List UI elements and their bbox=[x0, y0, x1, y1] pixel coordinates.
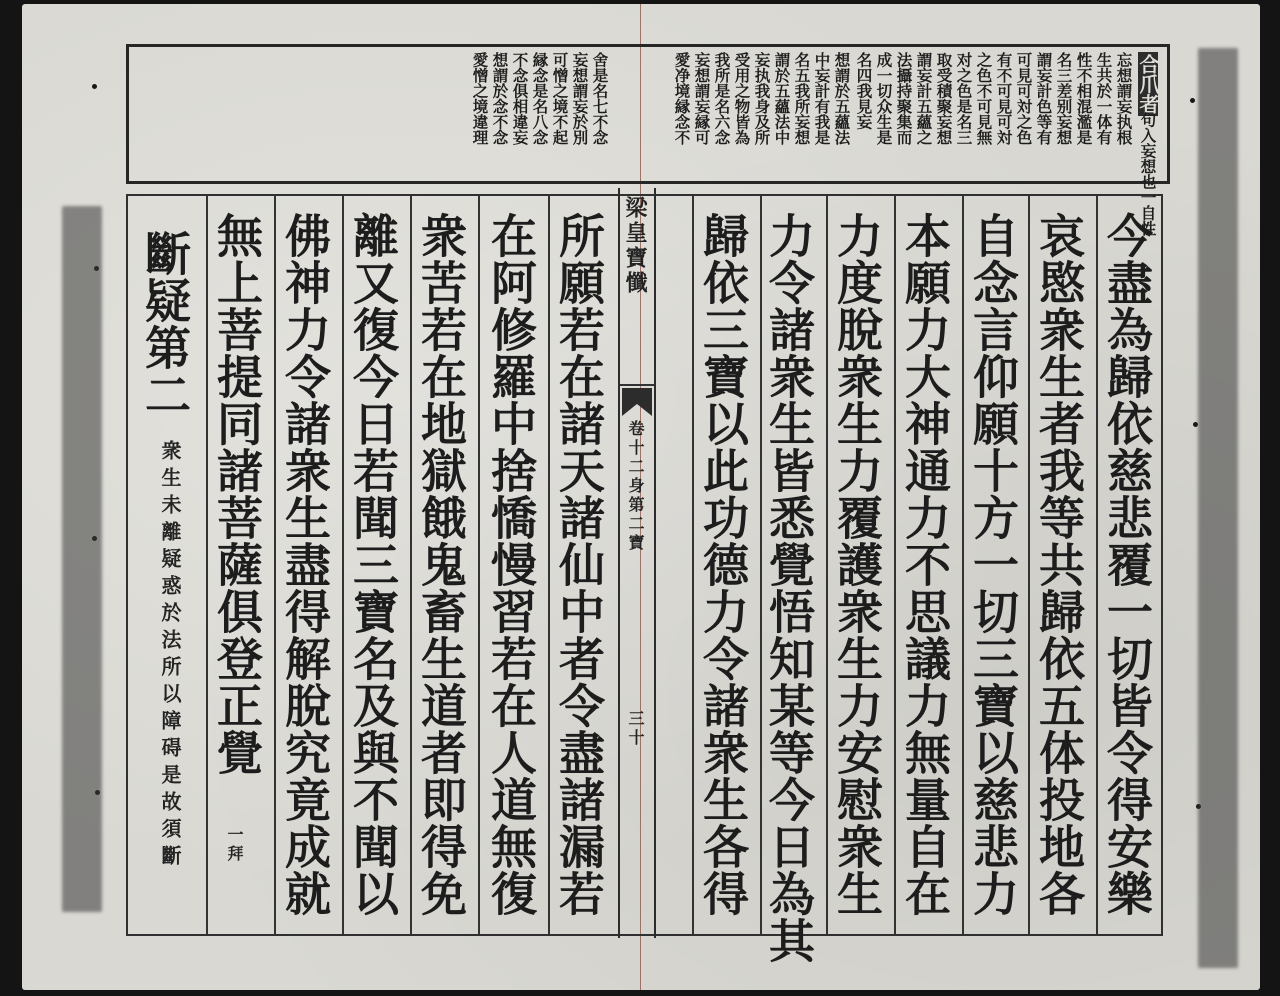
column-rule bbox=[1096, 196, 1098, 934]
commentary-column: 名三差别妄想 bbox=[1054, 52, 1074, 145]
edge-ink-left bbox=[62, 206, 102, 912]
commentary-column: 不念俱相違妄 bbox=[510, 52, 530, 145]
center-page-number: 三十 bbox=[626, 710, 645, 748]
commentary-column: 忘想謂妄执根 bbox=[1114, 52, 1134, 145]
commentary-column: 名四我見妄 bbox=[854, 52, 874, 130]
column-rule bbox=[548, 196, 550, 934]
commentary-column: 愛净境縁念不 bbox=[672, 52, 692, 145]
column-rule bbox=[410, 196, 412, 934]
binding-hole bbox=[92, 84, 97, 89]
commentary-column: 妄想謂妄於別 bbox=[570, 52, 590, 145]
column-rule bbox=[1028, 196, 1030, 934]
commentary-column: 对之色是名三 bbox=[954, 52, 974, 145]
commentary-column: 謂於五蘊法中 bbox=[772, 52, 792, 145]
main-text-column: 無上菩提同諸菩薩俱登正覺 bbox=[210, 212, 264, 776]
column-rule bbox=[274, 196, 276, 934]
column-rule bbox=[478, 196, 480, 934]
main-text-column: 力度脫衆生力覆護衆生力安慰衆生 bbox=[830, 212, 884, 917]
commentary-column: 中妄計有我是 bbox=[812, 52, 832, 145]
main-text-column: 歸依三寶以此功德力令諸衆生各得 bbox=[696, 212, 750, 917]
center-volume: 卷十二身第二寶 bbox=[626, 420, 645, 553]
commentary-title: 合爪者 bbox=[1136, 54, 1160, 114]
commentary-column: 有不可見可対 bbox=[994, 52, 1014, 145]
main-text-column: 離又復今日若聞三寶名及與不聞以 bbox=[346, 212, 400, 917]
main-text-column: 自念言仰願十方一切三寶以慈悲力 bbox=[966, 212, 1020, 917]
commentary-column: 取受積聚妄想 bbox=[934, 52, 954, 145]
main-text-column: 衆苦若在地獄餓鬼畜生道者即得免 bbox=[414, 212, 468, 917]
bow-note: 一拜 bbox=[225, 826, 244, 864]
commentary-column: 之色不可見無 bbox=[974, 52, 994, 145]
column-rule bbox=[206, 196, 208, 934]
commentary-column: 謂妄計色等有 bbox=[1034, 52, 1054, 145]
commentary-column: 可憎之境不起 bbox=[550, 52, 570, 145]
column-rule bbox=[894, 196, 896, 934]
main-text-column: 哀愍衆生者我等共歸依五体投地各 bbox=[1032, 212, 1086, 917]
section-heading: 斷疑第二 bbox=[138, 230, 192, 418]
commentary-column: 句入妄想也一自性 bbox=[1138, 112, 1158, 236]
commentary-column: 舍是名七不念 bbox=[590, 52, 610, 145]
main-text-column: 佛神力令諸衆生盡得解脫究竟成就 bbox=[278, 212, 332, 917]
binding-hole bbox=[1190, 98, 1195, 103]
commentary-column: 性不相混濫是 bbox=[1074, 52, 1094, 145]
commentary-column: 縁念是名八念 bbox=[530, 52, 550, 145]
commentary-column: 我所是名六念 bbox=[712, 52, 732, 145]
main-text-column: 所願若在諸天諸仙中者令盡諸漏若 bbox=[552, 212, 606, 917]
commentary-column: 名五我所妄想 bbox=[792, 52, 812, 145]
edge-ink-right bbox=[1198, 48, 1238, 968]
main-text-column: 本願力大神通力不思議力無量自在 bbox=[898, 212, 952, 917]
commentary-column: 愛憎之境違理 bbox=[470, 52, 490, 145]
commentary-column: 成一切众生是 bbox=[874, 52, 894, 145]
commentary-column: 妄执我身及所 bbox=[752, 52, 772, 145]
commentary-column: 想謂於念不念 bbox=[490, 52, 510, 145]
commentary-column: 法攝持聚集而 bbox=[894, 52, 914, 145]
commentary-column: 受用之物皆為 bbox=[732, 52, 752, 145]
commentary-column: 可見可対之色 bbox=[1014, 52, 1034, 145]
section-note: 衆生未離疑惑於法所以障碍是故須斷 bbox=[158, 440, 182, 872]
column-rule bbox=[692, 196, 694, 934]
fish-tail-mark-icon bbox=[622, 388, 652, 416]
commentary-column: 妄想謂妄縁可 bbox=[692, 52, 712, 145]
column-rule bbox=[342, 196, 344, 934]
main-text-column: 在阿修羅中捨憍慢習若在人道無復 bbox=[484, 212, 538, 917]
commentary-column: 想謂於五蘊法 bbox=[832, 52, 852, 145]
main-text-column: 力令諸衆生皆悉覺悟知某等今日為其 bbox=[762, 212, 816, 964]
commentary-column: 生共於一体有 bbox=[1094, 52, 1114, 145]
main-text-column: 今盡為歸依慈悲覆一切皆令得安樂 bbox=[1100, 212, 1154, 917]
center-title: 梁皇寶懺 bbox=[622, 196, 648, 296]
column-rule bbox=[962, 196, 964, 934]
column-rule bbox=[826, 196, 828, 934]
commentary-column: 謂妄計五蘊之 bbox=[914, 52, 934, 145]
